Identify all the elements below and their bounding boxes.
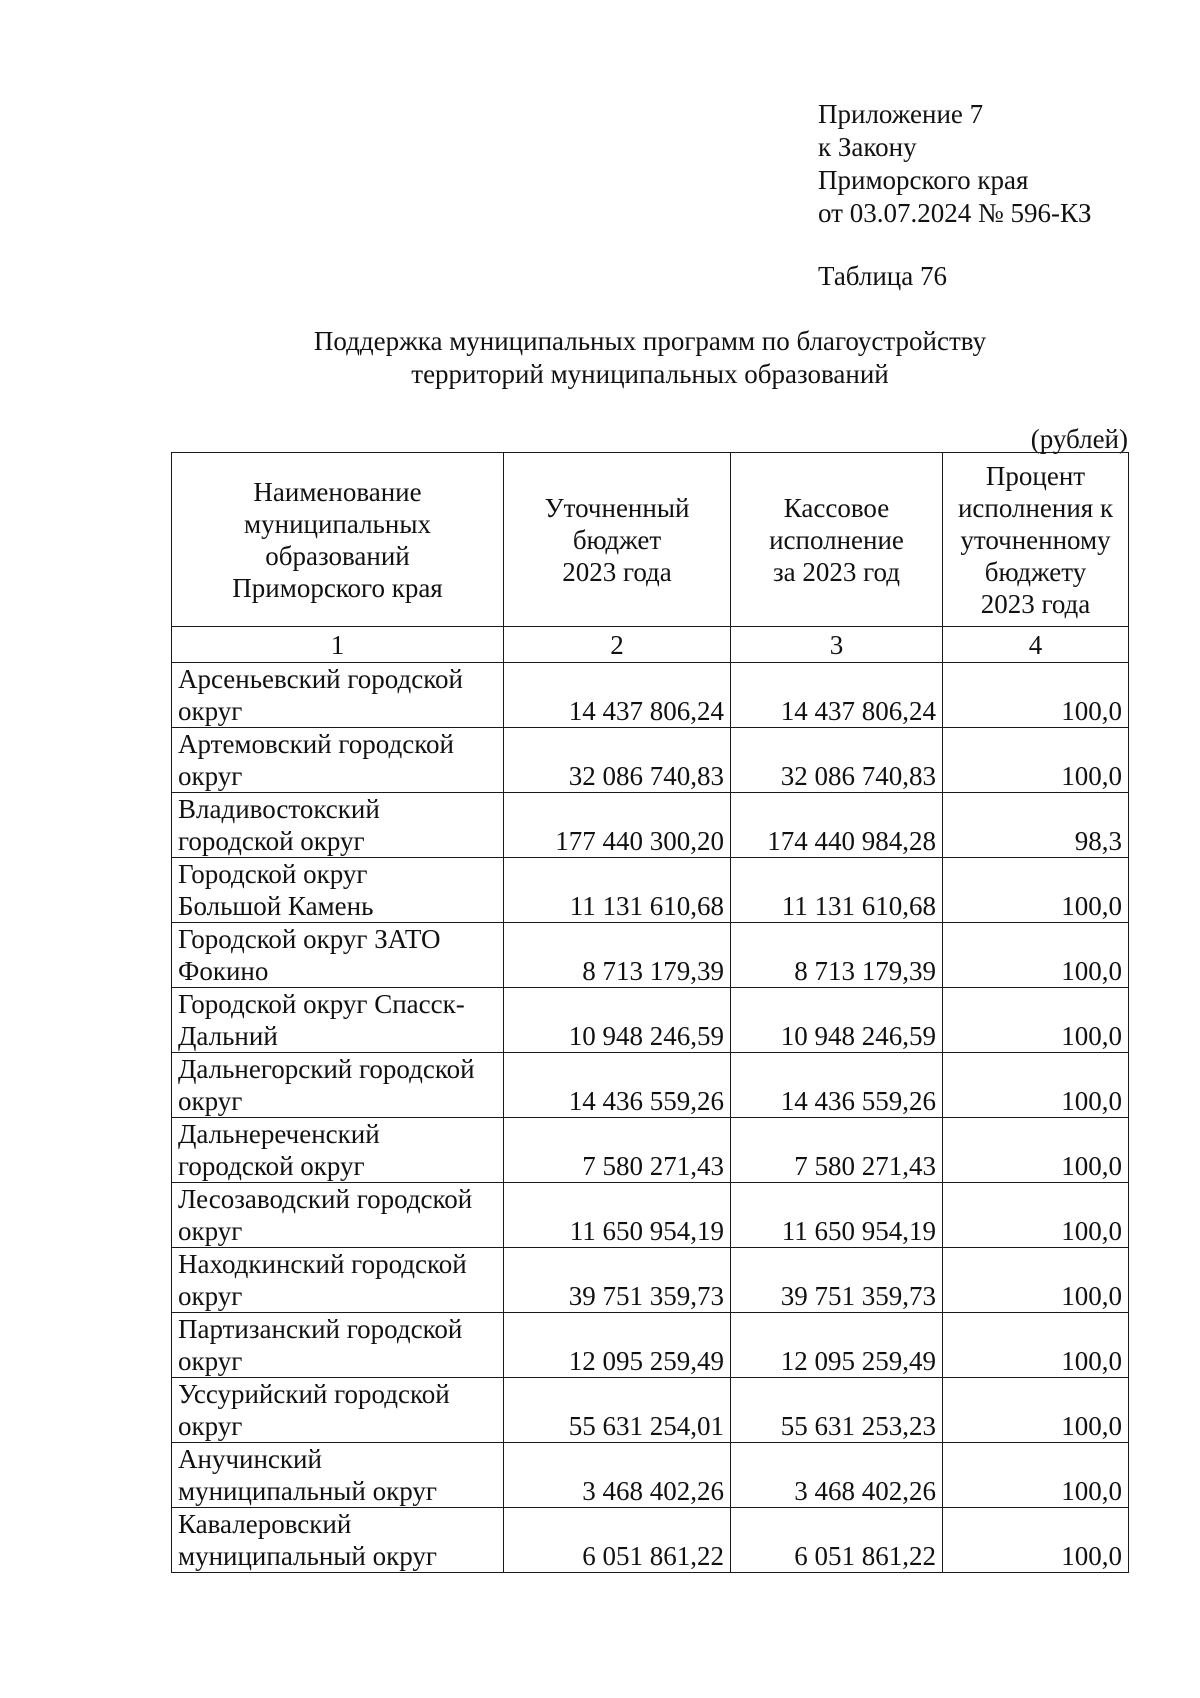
budget-value: 177 440 300,20 <box>504 793 731 858</box>
municipality-name: Кавалеровский муниципальный округ <box>172 1508 504 1573</box>
executed-value: 14 436 559,26 <box>731 1053 943 1118</box>
table-number: Таблица 76 <box>818 261 947 291</box>
appendix-line: от 03.07.2024 № 596-КЗ <box>818 198 1092 228</box>
municipality-name: Партизанский городской округ <box>172 1313 504 1378</box>
document-title <box>200 325 1100 391</box>
executed-value: 174 440 984,28 <box>731 793 943 858</box>
executed-value: 7 580 271,43 <box>731 1118 943 1183</box>
appendix-reference <box>818 98 1091 230</box>
executed-value: 10 948 246,59 <box>731 988 943 1053</box>
table-header-row <box>172 453 1129 627</box>
executed-value: 6 051 861,22 <box>731 1508 943 1573</box>
table-row <box>172 1508 1129 1573</box>
table-row <box>172 923 1129 988</box>
executed-value: 55 631 253,23 <box>731 1378 943 1443</box>
column-number: 1 <box>172 627 504 663</box>
executed-value: 11 650 954,19 <box>731 1183 943 1248</box>
table-row <box>172 663 1129 728</box>
budget-value: 11 650 954,19 <box>504 1183 731 1248</box>
executed-value: 32 086 740,83 <box>731 728 943 793</box>
table-row <box>172 1443 1129 1508</box>
executed-value: 3 468 402,26 <box>731 1443 943 1508</box>
percent-value: 100,0 <box>943 1248 1129 1313</box>
budget-value: 39 751 359,73 <box>504 1248 731 1313</box>
header-budget: Уточненный бюджет 2023 года <box>504 453 731 627</box>
percent-value: 100,0 <box>943 1378 1129 1443</box>
municipality-name: Артемовский городской округ <box>172 728 504 793</box>
percent-value: 100,0 <box>943 858 1129 923</box>
percent-value: 100,0 <box>943 1313 1129 1378</box>
table-body <box>172 663 1129 1573</box>
title-line: территорий муниципальных образований <box>411 359 889 389</box>
table-row <box>172 1248 1129 1313</box>
executed-value: 14 437 806,24 <box>731 663 943 728</box>
budget-value: 32 086 740,83 <box>504 728 731 793</box>
percent-value: 98,3 <box>943 793 1129 858</box>
header-executed: Кассовое исполнение за 2023 год <box>731 453 943 627</box>
budget-value: 3 468 402,26 <box>504 1443 731 1508</box>
percent-value: 100,0 <box>943 923 1129 988</box>
table-row <box>172 988 1129 1053</box>
budget-value: 14 436 559,26 <box>504 1053 731 1118</box>
municipality-name: Дальнегорский городской округ <box>172 1053 504 1118</box>
appendix-line: к Закону <box>818 132 917 162</box>
municipality-name: Арсеньевский городской округ <box>172 663 504 728</box>
percent-value: 100,0 <box>943 1118 1129 1183</box>
title-line: Поддержка муниципальных программ по благоустройству <box>313 326 987 356</box>
column-number: 4 <box>943 627 1129 663</box>
percent-value: 100,0 <box>943 1053 1129 1118</box>
executed-value: 39 751 359,73 <box>731 1248 943 1313</box>
appendix-line: Приложение 7 <box>818 99 984 129</box>
table-row <box>172 1378 1129 1443</box>
budget-table <box>171 452 1129 1573</box>
budget-value: 11 131 610,68 <box>504 858 731 923</box>
executed-value: 12 095 259,49 <box>731 1313 943 1378</box>
units-label: (рублей) <box>1030 424 1128 454</box>
percent-value: 100,0 <box>943 1183 1129 1248</box>
budget-value: 55 631 254,01 <box>504 1378 731 1443</box>
municipality-name: Находкинский городской округ <box>172 1248 504 1313</box>
percent-value: 100,0 <box>943 663 1129 728</box>
municipality-name: Лесозаводский городской округ <box>172 1183 504 1248</box>
percent-value: 100,0 <box>943 988 1129 1053</box>
table-row <box>172 858 1129 923</box>
column-number: 2 <box>504 627 731 663</box>
column-number-row <box>172 627 1129 663</box>
budget-value: 6 051 861,22 <box>504 1508 731 1573</box>
municipality-name: Дальнереченский городской округ <box>172 1118 504 1183</box>
table-row <box>172 1183 1129 1248</box>
municipality-name: Уссурийский городской округ <box>172 1378 504 1443</box>
header-percent: Процент исполнения к уточненному бюджету 2023 года <box>943 453 1129 627</box>
budget-value: 10 948 246,59 <box>504 988 731 1053</box>
municipality-name: Городской округ Спасск- Дальний <box>172 988 504 1053</box>
table-row <box>172 1313 1129 1378</box>
executed-value: 11 131 610,68 <box>731 858 943 923</box>
percent-value: 100,0 <box>943 728 1129 793</box>
table-row <box>172 1053 1129 1118</box>
municipality-name: Городской округ Большой Камень <box>172 858 504 923</box>
executed-value: 8 713 179,39 <box>731 923 943 988</box>
municipality-name: Владивостокский городской округ <box>172 793 504 858</box>
budget-value: 8 713 179,39 <box>504 923 731 988</box>
municipality-name: Анучинский муниципальный округ <box>172 1443 504 1508</box>
budget-value: 12 095 259,49 <box>504 1313 731 1378</box>
percent-value: 100,0 <box>943 1443 1129 1508</box>
municipality-name: Городской округ ЗАТО Фокино <box>172 923 504 988</box>
table-row <box>172 793 1129 858</box>
percent-value: 100,0 <box>943 1508 1129 1573</box>
appendix-line: Приморского края <box>818 165 1029 195</box>
column-number: 3 <box>731 627 943 663</box>
table-row <box>172 728 1129 793</box>
header-municipality: Наименование муниципальных образований Приморского края <box>172 453 504 627</box>
budget-value: 14 437 806,24 <box>504 663 731 728</box>
table-row <box>172 1118 1129 1183</box>
budget-value: 7 580 271,43 <box>504 1118 731 1183</box>
